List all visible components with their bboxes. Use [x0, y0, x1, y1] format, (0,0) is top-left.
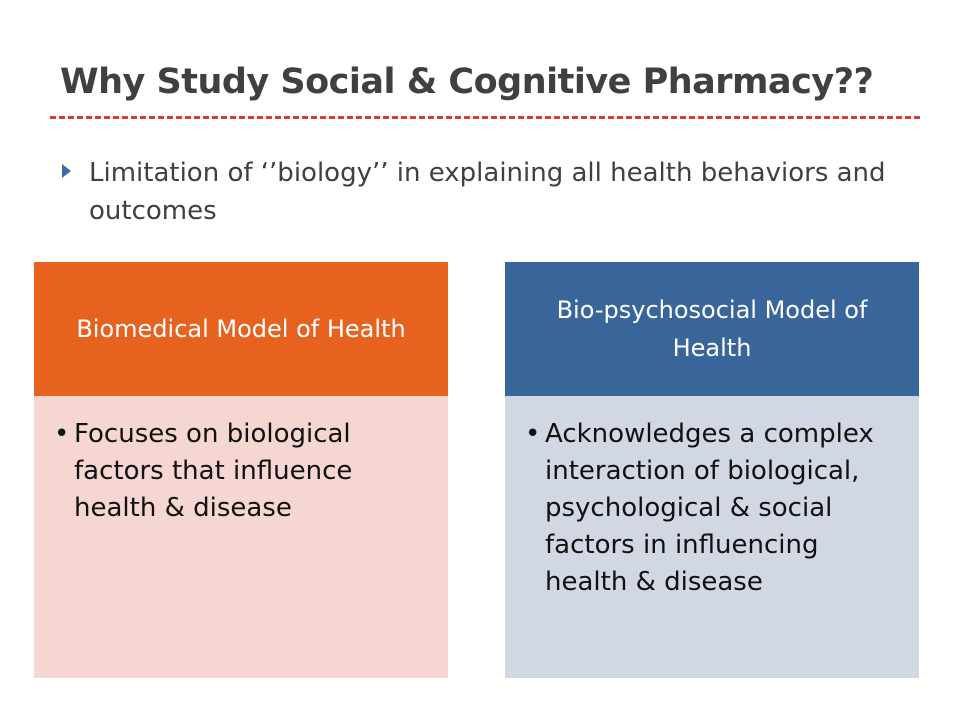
- slide-title: Why Study Social & Cognitive Pharmacy??: [60, 62, 874, 102]
- biomedical-model-heading: Biomedical Model of Health: [34, 262, 448, 396]
- bullet-dot-icon: •: [54, 419, 70, 449]
- title-divider: [50, 116, 920, 119]
- biomedical-model-body: [34, 396, 448, 678]
- biopsychosocial-model-text: Acknowledges a complex interaction of biological, psychological & social factors in influencing health & disease: [545, 419, 874, 597]
- biomedical-model-text: Focuses on biological factors that influence health & disease: [74, 419, 353, 523]
- intro-bullet: [62, 154, 902, 230]
- biomedical-model-card: [34, 262, 448, 678]
- biopsychosocial-model-card: [505, 262, 919, 678]
- triangle-bullet-icon: [62, 164, 71, 178]
- intro-bullet-text: Limitation of ‘’biology’’ in explaining all health behaviors and outcomes: [89, 158, 886, 226]
- biopsychosocial-model-heading: Bio-psychosocial Model of Health: [505, 262, 919, 396]
- bullet-dot-icon: •: [525, 419, 541, 449]
- biopsychosocial-model-body: [505, 396, 919, 678]
